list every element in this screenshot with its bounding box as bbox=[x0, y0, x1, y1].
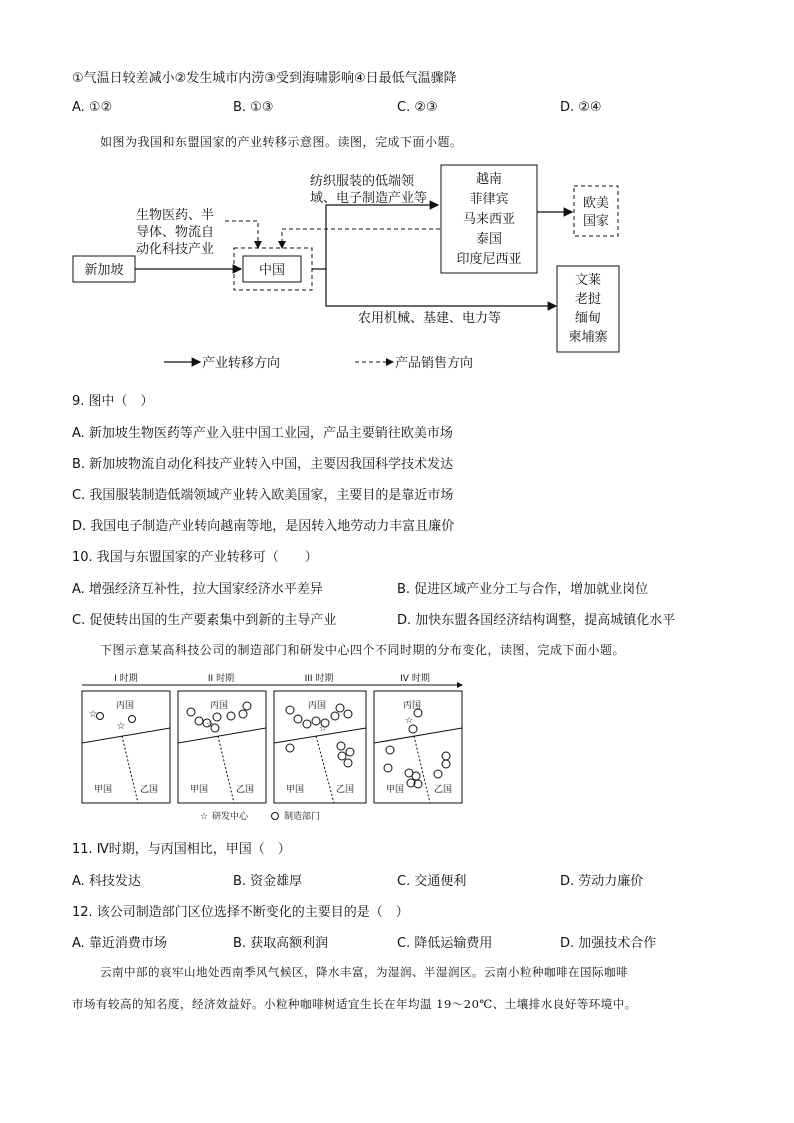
panel-period-1 bbox=[82, 691, 170, 803]
p1-country-bing: 丙国 bbox=[116, 701, 135, 711]
period-2-label: II 时期 bbox=[207, 674, 235, 684]
q9-option-b[interactable]: B. 新加坡物流自动化科技产业转入中国，主要因我国科学技术发达 bbox=[72, 457, 454, 472]
period-distribution-diagram bbox=[78, 666, 468, 826]
panel-period-2 bbox=[178, 691, 266, 803]
legend-rd: 研发中心 bbox=[212, 812, 249, 822]
sea-country-5: 印度尼西亚 bbox=[456, 252, 522, 267]
q10-option-a[interactable]: A. 增强经济互补性，拉大国家经济水平差异 bbox=[72, 582, 323, 597]
q10-option-d[interactable]: D. 加快东盟各国经济结构调整，提高城镇化水平 bbox=[397, 613, 676, 628]
p1-country-yi: 乙国 bbox=[140, 785, 159, 795]
q11-option-d[interactable]: D. 劳动力廉价 bbox=[560, 874, 644, 889]
mfg-dept-icon bbox=[412, 772, 420, 780]
mfg-dept-icon bbox=[442, 760, 450, 768]
industry-transfer-diagram bbox=[70, 158, 650, 378]
low-country-4: 柬埔寨 bbox=[568, 330, 608, 345]
mfg-dept-icon bbox=[213, 713, 221, 721]
q9-option-a[interactable]: A. 新加坡生物医药等产业入驻中国工业园，产品主要销往欧美市场 bbox=[72, 426, 453, 441]
mfg-dept-icon bbox=[434, 770, 442, 778]
period-1-label: I 时期 bbox=[114, 674, 138, 684]
mfg-dept-icon bbox=[243, 702, 251, 710]
mfg-dept-icon bbox=[129, 716, 136, 723]
label-agri: 农用机械、基建、电力等 bbox=[358, 311, 502, 326]
rd-center-icon: ☆ bbox=[318, 724, 328, 734]
rd-center-icon: ☆ bbox=[404, 716, 414, 726]
q8-statements: ①气温日较差减小②发生城市内涝③受到海啸影响④日最低气温骤降 bbox=[72, 71, 457, 86]
rd-center-icon: ☆ bbox=[88, 709, 98, 720]
sea-country-3: 马来西亚 bbox=[462, 212, 516, 227]
final-intro-line1: 云南中部的哀牢山地处西南季风气候区，降水丰富，为湿润、半湿润区。云南小粒种咖啡在国际咖啡 bbox=[100, 965, 628, 979]
mfg-dept-icon bbox=[384, 764, 392, 772]
mfg-dept-icon bbox=[239, 710, 247, 718]
west-label-2: 国家 bbox=[582, 214, 610, 229]
panel-period-4 bbox=[374, 691, 462, 803]
p1-country-jia: 甲国 bbox=[94, 785, 113, 795]
label-bio-3: 动化科技产业 bbox=[136, 242, 215, 257]
mfg-dept-icon bbox=[344, 759, 352, 767]
q11-stem: 11. Ⅳ时期，与丙国相比，甲国（ ） bbox=[72, 842, 291, 857]
q10-stem: 10. 我国与东盟国家的产业转移可（ ） bbox=[72, 550, 318, 565]
q12-option-a[interactable]: A. 靠近消费市场 bbox=[72, 936, 167, 951]
p3-country-yi: 乙国 bbox=[336, 785, 355, 795]
final-intro-line2: 市场有较高的知名度，经济效益好。小粒种咖啡树适宜生长在年均温 19～20℃、土壤排水良好等环境中。 bbox=[72, 997, 637, 1011]
period-4-label: IV 时期 bbox=[400, 674, 430, 684]
q9-option-c[interactable]: C. 我国服装制造低端领域产业转入欧美国家，主要目的是靠近市场 bbox=[72, 488, 454, 503]
legend-mfg: 制造部门 bbox=[284, 812, 321, 822]
mfg-dept-icon bbox=[336, 704, 344, 712]
mfg-dept-icon bbox=[303, 720, 311, 728]
mfg-dept-icon bbox=[331, 712, 339, 720]
mfg-dept-icon bbox=[97, 713, 104, 720]
mfg-dept-icon bbox=[337, 742, 345, 750]
p4-country-bing: 丙国 bbox=[403, 701, 422, 711]
west-label-1: 欧美 bbox=[582, 196, 610, 211]
q9-option-d[interactable]: D. 我国电子制造产业转向越南等地，是因转入地劳动力丰富且廉价 bbox=[72, 519, 455, 534]
mfg-dept-icon bbox=[409, 725, 417, 733]
label-textile-1: 纺织服装的低端领 bbox=[310, 174, 415, 189]
singapore-label: 新加坡 bbox=[84, 263, 124, 278]
mfg-dept-icon bbox=[442, 752, 450, 760]
q12-stem: 12. 该公司制造部门区位选择不断变化的主要目的是（ ） bbox=[72, 905, 409, 920]
mfg-dept-icon bbox=[187, 708, 195, 716]
sea-country-2: 菲律宾 bbox=[469, 192, 509, 207]
q11-option-c[interactable]: C. 交通便利 bbox=[397, 874, 467, 889]
mfg-dept-icon bbox=[286, 744, 294, 752]
bio-sales-arrow bbox=[225, 221, 258, 248]
p2-country-yi: 乙国 bbox=[236, 785, 255, 795]
panel-period-3 bbox=[274, 691, 366, 803]
sea-country-4: 泰国 bbox=[475, 232, 503, 247]
china-to-sea-arrow bbox=[312, 205, 438, 269]
p2-country-bing: 丙国 bbox=[210, 701, 229, 711]
q8-option-d[interactable]: D. ②④ bbox=[560, 100, 602, 115]
p2-country-jia: 甲国 bbox=[190, 785, 209, 795]
mfg-dept-icon bbox=[344, 710, 352, 718]
label-bio-1: 生物医药、半 bbox=[136, 208, 215, 223]
q8-option-c[interactable]: C. ②③ bbox=[397, 100, 438, 115]
q11-option-b[interactable]: B. 资金雄厚 bbox=[233, 874, 303, 889]
mfg-dept-icon bbox=[286, 706, 294, 714]
q12-option-b[interactable]: B. 获取高额利润 bbox=[233, 936, 329, 951]
q12-option-d[interactable]: D. 加强技术合作 bbox=[560, 936, 657, 951]
low-country-3: 缅甸 bbox=[574, 311, 602, 326]
q12-option-c[interactable]: C. 降低运输费用 bbox=[397, 936, 493, 951]
mfg-dept-icon bbox=[195, 717, 203, 725]
china-to-low-arrow bbox=[326, 269, 556, 306]
q8-option-a[interactable]: A. ①② bbox=[72, 100, 113, 115]
label-textile-2: 域、电子制造产业等 bbox=[310, 191, 428, 206]
p3-country-bing: 丙国 bbox=[308, 701, 327, 711]
mfg-dept-icon bbox=[338, 752, 346, 760]
low-country-1: 文莱 bbox=[574, 273, 602, 288]
low-country-2: 老挝 bbox=[574, 292, 602, 307]
legend-transfer: 产业转移方向 bbox=[202, 356, 281, 371]
p4-country-yi: 乙国 bbox=[434, 785, 453, 795]
period-3-label: III 时期 bbox=[304, 674, 334, 684]
q8-option-b[interactable]: B. ①③ bbox=[233, 100, 274, 115]
legend-mfg-icon bbox=[272, 813, 279, 820]
mfg-dept-icon bbox=[346, 748, 354, 756]
p4-country-jia: 甲国 bbox=[386, 785, 405, 795]
china-label: 中国 bbox=[258, 263, 286, 278]
rd-center-icon: ☆ bbox=[116, 721, 126, 732]
diagram1-intro: 如图为我国和东盟国家的产业转移示意图。读图，完成下面小题。 bbox=[100, 135, 463, 149]
rd-center-icon: ☆ bbox=[205, 720, 215, 730]
q10-option-b[interactable]: B. 促进区域产业分工与合作，增加就业岗位 bbox=[397, 582, 649, 597]
sea-country-1: 越南 bbox=[475, 172, 503, 187]
mfg-dept-icon bbox=[227, 712, 235, 720]
legend-rd-icon: ☆ bbox=[199, 812, 209, 822]
sea-sales-arrow bbox=[282, 229, 440, 248]
q11-option-a[interactable]: A. 科技发达 bbox=[72, 874, 141, 889]
mfg-dept-icon bbox=[294, 715, 302, 723]
legend-sales: 产品销售方向 bbox=[395, 356, 474, 371]
label-bio-2: 导体、物流自 bbox=[136, 225, 215, 240]
q10-option-c[interactable]: C. 促使转出国的生产要素集中到新的主导产业 bbox=[72, 613, 337, 628]
q9-stem: 9. 图中（ ） bbox=[72, 394, 154, 409]
diagram2-intro: 下图示意某高科技公司的制造部门和研发中心四个不同时期的分布变化，读图，完成下面小题。 bbox=[100, 643, 626, 657]
p3-country-jia: 甲国 bbox=[286, 785, 305, 795]
mfg-dept-icon bbox=[386, 746, 394, 754]
